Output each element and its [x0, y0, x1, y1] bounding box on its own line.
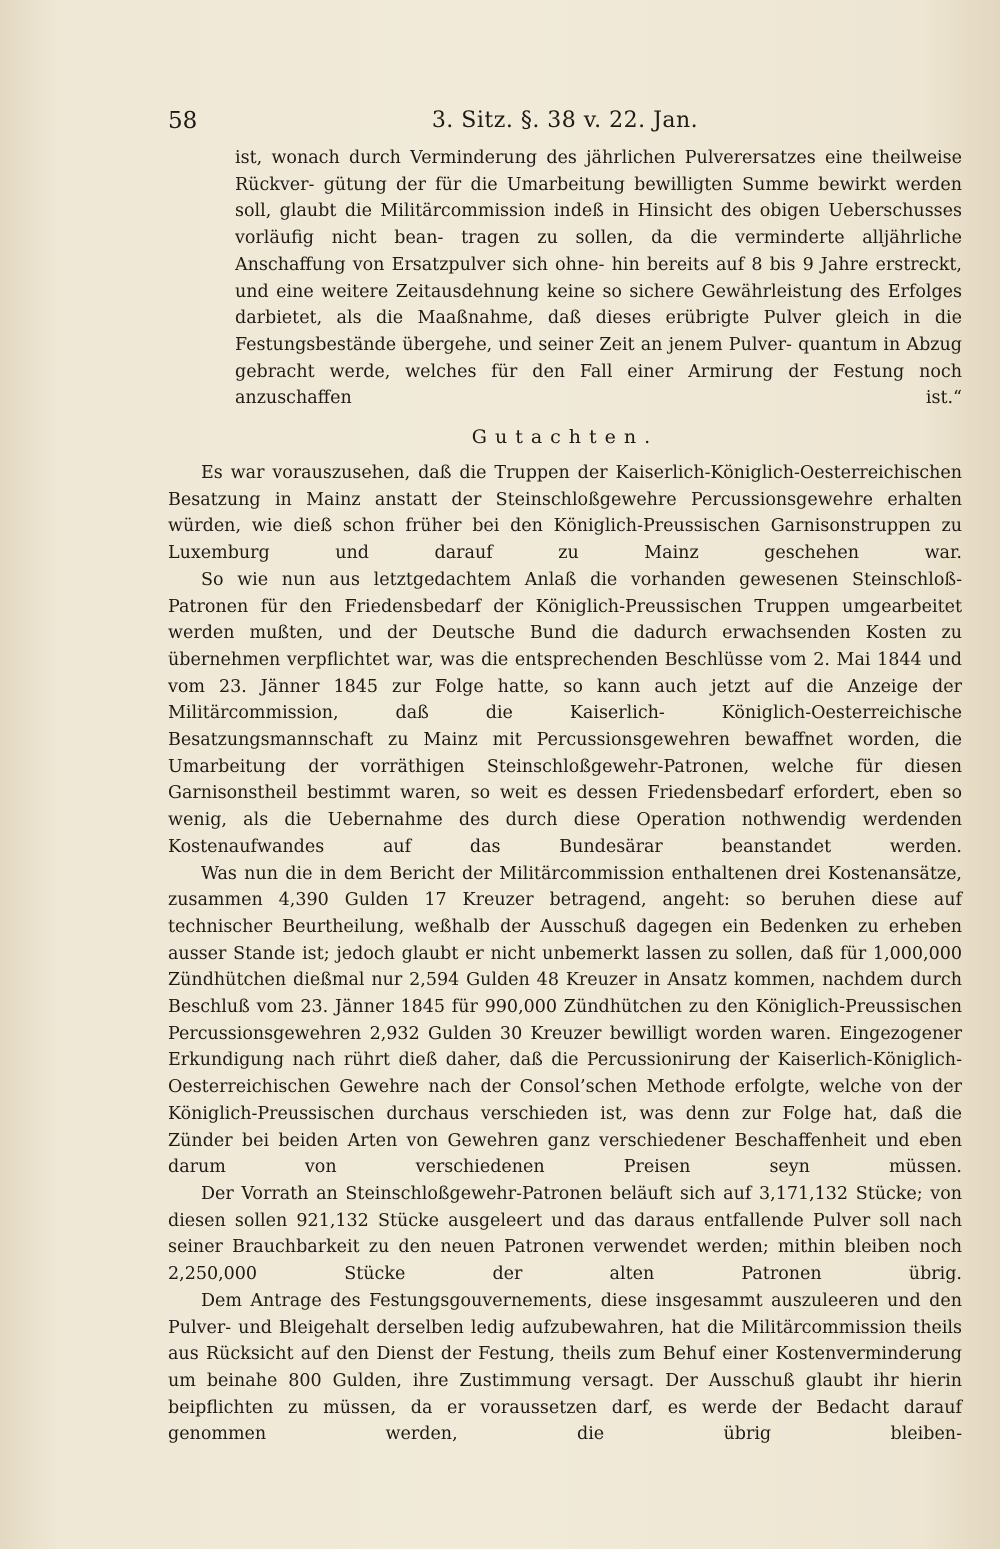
text-line: Pulver gleich in die Festungsbestände übergehe, und seiner Zeit an jenem Pulver- [235, 308, 962, 355]
paragraph [168, 567, 962, 861]
text-line: Militärcommission indeß in Hinsicht des obigen Ueberschusses vorläufig nicht bean- [235, 201, 962, 249]
text-line: darauf zu Mainz geschehen war. [434, 543, 962, 564]
text-line: was denn zur Folge hat, daß die Zünder bei beiden Arten von Gewehren ganz verschiedener [168, 1103, 962, 1151]
text-line: sichere Gewährleistung des Erfolges darbietet, als die Maaßnahme, daß dieses erübrigte [235, 281, 962, 329]
text-line: Beschaffenheit und eben darum von verschiedenen Preisen seyn müssen. [168, 1130, 962, 1178]
text-line: Besatzung in Mainz anstatt der Steinschloßgewehre Percussionsgewehre erhalten würden, [168, 489, 962, 537]
text-line: als die Uebernahme des durch diese Operation nothwendig werdenden Kostenaufwandes auf [168, 810, 962, 857]
paragraph [168, 1181, 962, 1288]
paragraph [168, 460, 962, 567]
text-line: Beurtheilung, weßhalb der Ausschuß dagegen ein Bedenken zu erheben ausser Stande ist; [168, 916, 962, 964]
text-line: und der Deutsche Bund die dadurch erwachsenden Kosten zu übernehmen verpflichtet war, [168, 623, 962, 670]
quoted-passage [235, 145, 962, 412]
page-number: 58 [168, 108, 198, 134]
text-line: und Bleigehalt derselben ledig aufzubewahren, hat die Militärcommission theils aus Rücksicht [168, 1317, 962, 1365]
text-line: diesen sollen 921,132 Stücke ausgeleert und das daraus entfallende Pulver soll nach seiner [168, 1210, 962, 1258]
section-heading: Gutachten. [471, 426, 659, 448]
text-line: Der Vorrath an Steinschloßgewehr-Patronen beläuft sich auf 3,171,132 Stücke; von [201, 1183, 962, 1204]
text-line: Was nun die in dem Bericht der Militärcommission enthaltenen drei Kostenansätze, [201, 863, 962, 884]
text-line: das Bundesärar beanstandet werden. [469, 836, 962, 857]
text-line: Brauchbarkeit zu den neuen Patronen verwendet werden; mithin bleiben noch 2,250,000 [168, 1237, 962, 1285]
text-line: Es war vorauszusehen, daß die Truppen der Kaiserlich-Königlich-Oesterreichischen [201, 463, 962, 483]
text-line: gütung der für die Umarbeitung bewilligten Summe bewirkt werden soll, glaubt die [235, 174, 962, 222]
text-line: 1845 für 990,000 Zündhütchen zu den Königlich-Preussischen Percussionsgewehren 2,932 [168, 997, 962, 1044]
text-line: für den Friedensbedarf der Königlich-Preussischen Truppen umgearbeitet werden mußten, [168, 596, 962, 644]
text-line: nur 2,594 Gulden 48 Kreuzer in Ansatz kommen, nachdem durch Beschluß vom 23. Jänner [168, 970, 962, 1018]
text-line: hin bereits auf 8 bis 9 Jahre erstreckt, und eine weitere Zeitausdehnung keine so [235, 254, 962, 302]
text-line: worden, die Umarbeitung der vorräthigen Steinschloßgewehr-Patronen, welche für diesen [168, 730, 962, 777]
text-line: wie dieß schon früher bei den Königlich-Preussischen Garnisonstruppen zu Luxemburg und [168, 516, 962, 564]
text-line: quantum in Abzug gebracht werde, welches für den Fall einer Armirung der Festung [235, 334, 962, 382]
text-line: Gulden 30 Kreuzer bewilligt worden waren. Eingezogener Erkundigung nach rührt dieß [168, 1023, 962, 1071]
quote-paragraph [235, 145, 962, 412]
text-line: Stücke der alten Patronen übrig. [344, 1264, 962, 1285]
paragraph [168, 1288, 962, 1448]
text-line: Gulden, ihre Zustimmung versagt. Der Ausschuß glaubt ihr hierin beipflichten zu müssen, [168, 1370, 962, 1418]
text-line: Folge hatte, so kann auch jetzt auf die Anzeige der Militärcommission, daß die Kaiserlich- [168, 676, 962, 724]
text-line: noch anzuschaffen ist.“ [235, 361, 962, 409]
running-head: 3. Sitz. §. 38 v. 22. Jan. [431, 108, 699, 133]
text-line: zusammen 4,390 Gulden 17 Kreuzer betragend, angeht: so beruhen diese auf technischer [168, 890, 962, 937]
text-line: So wie nun aus letztgedachtem Anlaß die vorhanden gewesenen Steinschloß-Patronen [168, 569, 962, 617]
text-line: was die entsprechenden Beschlüsse vom 2. Mai 1844 und vom 23. Jänner 1845 zur [168, 649, 962, 697]
text-line: Garnisonstheil bestimmt waren, so weit es dessen Friedensbedarf erfordert, eben so wenig, [168, 783, 962, 831]
text-line: auf den Dienst der Festung, theils zum Behuf einer Kostenverminderung um beinahe 800 [168, 1344, 962, 1391]
page-header [168, 108, 962, 138]
text-line: Königlich-Oesterreichische Besatzungsmannschaft zu Mainz mit Percussionsgewehren bewaffnet [168, 703, 962, 751]
text-line: Consol’schen Methode erfolgte, welche von der Königlich-Preussischen durchaus verschieden ist, [168, 1077, 962, 1124]
text-line: Dem Antrage des Festungsgouvernements, diese insgesammt auszuleeren und den Pulver- [168, 1290, 962, 1338]
paragraph [168, 861, 962, 1181]
text-line: ist, wonach durch Verminderung des jährlichen Pulverersatzes eine theilweise Rückver- [235, 148, 962, 195]
text-line: da er voraussetzen darf, es werde der Bedacht darauf genommen werden, die übrig bleiben- [168, 1397, 962, 1445]
text-line: daher, daß die Percussionirung der Kaiserlich-Königlich-Oesterreichischen Gewehre nach der [168, 1050, 962, 1098]
text-line: tragen zu sollen, da die verminderte alljährliche Anschaffung von Ersatzpulver sich ohne- [235, 228, 962, 275]
text-line: jedoch glaubt er nicht unbemerkt lassen zu sollen, daß für 1,000,000 Zündhütchen dießmal [168, 943, 962, 991]
body-text [168, 460, 962, 1448]
